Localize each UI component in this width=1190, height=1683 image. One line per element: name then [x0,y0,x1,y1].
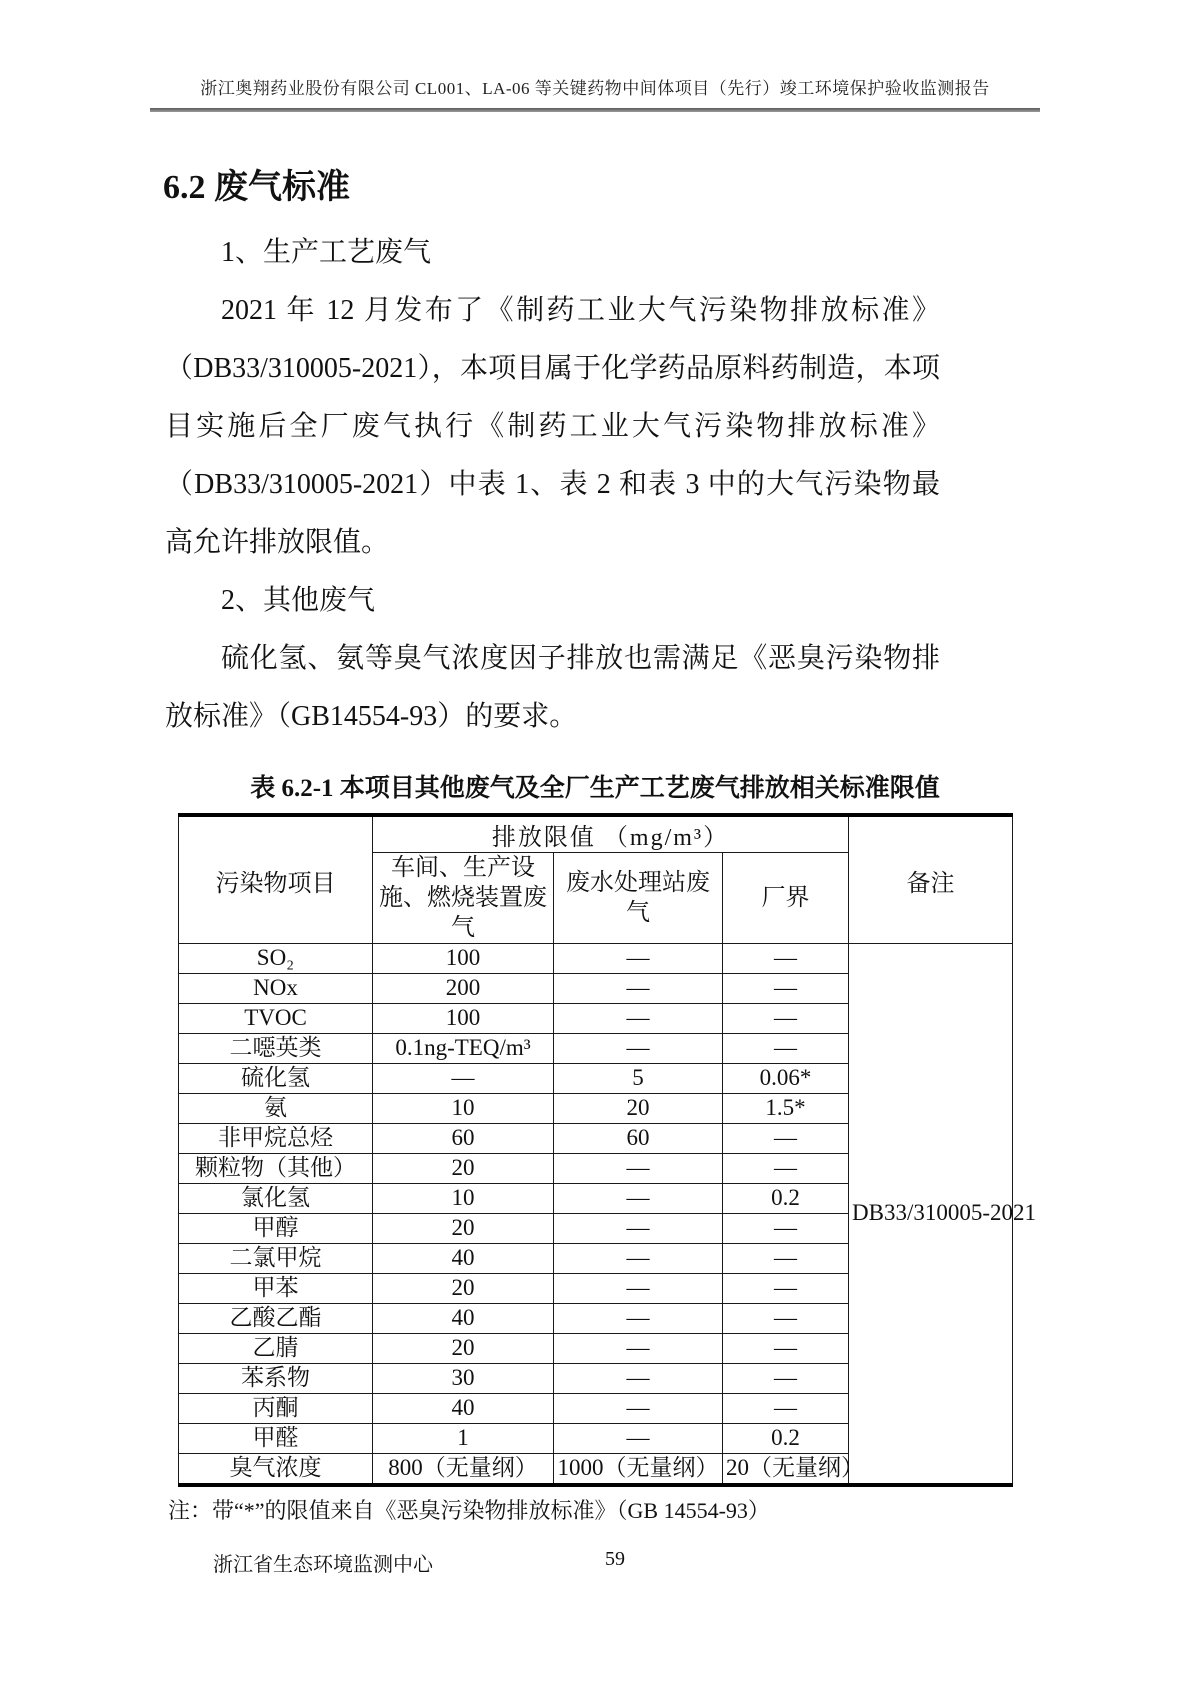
table-body [179,944,1037,1486]
col-header-wastewater-station: 废水处理站废气 [554,853,723,944]
cell-workshop-limit: 100 [373,944,554,974]
cell-workshop-limit: 20 [373,1334,554,1364]
cell-wastewater-limit: — [554,1184,723,1214]
cell-boundary-limit: — [723,1274,849,1304]
cell-wastewater-limit: — [554,1394,723,1424]
cell-workshop-limit: 30 [373,1364,554,1394]
cell-workshop-limit: 60 [373,1124,554,1154]
table-note: 注：带“*”的限值来自《恶臭污染物排放标准》（GB 14554-93） [168,1498,770,1523]
cell-workshop-limit: 20 [373,1274,554,1304]
paragraph-standard-description: 2021 年 12 月发布了《制药工业大气污染物排放标准》（DB33/310005-2021），本项目属于化学药品原料药制造，本项目实施后全厂废气执行《制药工业大气污染物排放标准》（DB33/310005-2021）中表 1、表 2 和表 3 中的大气污染物最高允许排放限值。 [165,295,940,558]
cell-pollutant-name: 乙腈 [179,1334,373,1364]
footer-organization: 浙江省生态环境监测中心 [213,1554,433,1576]
cell-pollutant-name: 臭气浓度 [179,1454,373,1486]
paragraph-other-gas-label: 2、其他废气 [221,585,376,616]
page-header [150,74,1040,112]
col-header-workshop: 车间、生产设施、燃烧装置废气 [373,853,554,944]
cell-workshop-limit: 40 [373,1244,554,1274]
cell-wastewater-limit: — [554,1304,723,1334]
cell-pollutant-name: 丙酮 [179,1394,373,1424]
cell-boundary-limit: — [723,1244,849,1274]
cell-remark-standard: DB33/310005-2021 [849,944,1013,1486]
cell-workshop-limit: 40 [373,1394,554,1424]
cell-pollutant-name: TVOC [179,1004,373,1034]
cell-pollutant-name: 二噁英类 [179,1034,373,1064]
cell-workshop-limit: 10 [373,1184,554,1214]
cell-pollutant-name: 甲苯 [179,1274,373,1304]
cell-pollutant-name: 硫化氢 [179,1064,373,1094]
cell-wastewater-limit: — [554,1244,723,1274]
cell-boundary-limit: — [723,1214,849,1244]
cell-workshop-limit: 40 [373,1304,554,1334]
cell-pollutant-name: SO₂ [179,944,373,974]
cell-wastewater-limit: — [554,1274,723,1304]
page-content [150,166,1040,1526]
cell-pollutant-name: 甲醛 [179,1424,373,1454]
table-row [179,944,1013,974]
cell-wastewater-limit: 5 [554,1064,723,1094]
paragraph-process-gas-label: 1、生产工艺废气 [221,237,432,268]
header-rule [150,108,1040,112]
cell-pollutant-name: 甲醇 [179,1214,373,1244]
cell-pollutant-name: NOx [179,974,373,1004]
section-title: 6.2 废气标准 [163,169,350,206]
cell-boundary-limit: — [723,1154,849,1184]
cell-pollutant-name: 氯化氢 [179,1184,373,1214]
cell-wastewater-limit: — [554,1364,723,1394]
cell-wastewater-limit: — [554,1214,723,1244]
cell-wastewater-limit: — [554,1334,723,1364]
cell-boundary-limit: — [723,1394,849,1424]
cell-pollutant-name: 二氯甲烷 [179,1244,373,1274]
cell-workshop-limit: 10 [373,1094,554,1124]
cell-pollutant-name: 非甲烷总烃 [179,1124,373,1154]
cell-workshop-limit: 200 [373,974,554,1004]
cell-boundary-limit: — [723,1304,849,1334]
col-header-remark: 备注 [849,815,1013,944]
cell-pollutant-name: 苯系物 [179,1364,373,1394]
cell-workshop-limit: 20 [373,1154,554,1184]
cell-wastewater-limit: 1000（无量纲） [554,1454,723,1486]
cell-boundary-limit: 0.2 [723,1424,849,1454]
cell-boundary-limit: — [723,1364,849,1394]
cell-boundary-limit: — [723,1334,849,1364]
cell-boundary-limit: — [723,944,849,974]
col-header-factory-boundary: 厂界 [723,853,849,944]
cell-wastewater-limit: — [554,1424,723,1454]
page-number: 59 [605,1548,625,1570]
cell-pollutant-name: 氨 [179,1094,373,1124]
paragraph-odor-requirement: 硫化氢、氨等臭气浓度因子排放也需满足《恶臭污染物排放标准》（GB14554-93）的要求。 [165,643,940,732]
table-head [179,815,1013,944]
col-header-pollutant: 污染物项目 [179,815,373,944]
cell-boundary-limit: — [723,1004,849,1034]
emission-standards-table [178,813,1037,1487]
cell-pollutant-name: 颗粒物（其他） [179,1154,373,1184]
cell-wastewater-limit: — [554,944,723,974]
cell-workshop-limit: 0.1ng-TEQ/m³ [373,1034,554,1064]
cell-workshop-limit: 1 [373,1424,554,1454]
cell-workshop-limit: 20 [373,1214,554,1244]
cell-boundary-limit: — [723,1124,849,1154]
cell-workshop-limit: 800（无量纲） [373,1454,554,1486]
cell-boundary-limit: — [723,1034,849,1064]
header-title: 浙江奥翔药业股份有限公司 CL001、LA-06 等关键药物中间体项目（先行）竣工环境保护验收监测报告 [200,79,990,98]
cell-boundary-limit: 0.06* [723,1064,849,1094]
cell-boundary-limit: 20（无量纲） [723,1454,849,1486]
table-caption: 表 6.2-1 本项目其他废气及全厂生产工艺废气排放相关标准限值 [250,775,940,802]
cell-pollutant-name: 乙酸乙酯 [179,1304,373,1334]
cell-wastewater-limit: — [554,1034,723,1064]
cell-wastewater-limit: — [554,1154,723,1184]
cell-wastewater-limit: — [554,1004,723,1034]
cell-workshop-limit: — [373,1064,554,1094]
cell-wastewater-limit: — [554,974,723,1004]
table-header-row-1 [179,815,1013,853]
cell-wastewater-limit: 60 [554,1124,723,1154]
cell-boundary-limit: 1.5* [723,1094,849,1124]
cell-boundary-limit: 0.2 [723,1184,849,1214]
cell-wastewater-limit: 20 [554,1094,723,1124]
col-header-limits-group: 排放限值 （mg/m³） [373,815,849,853]
cell-workshop-limit: 100 [373,1004,554,1034]
cell-boundary-limit: — [723,974,849,1004]
